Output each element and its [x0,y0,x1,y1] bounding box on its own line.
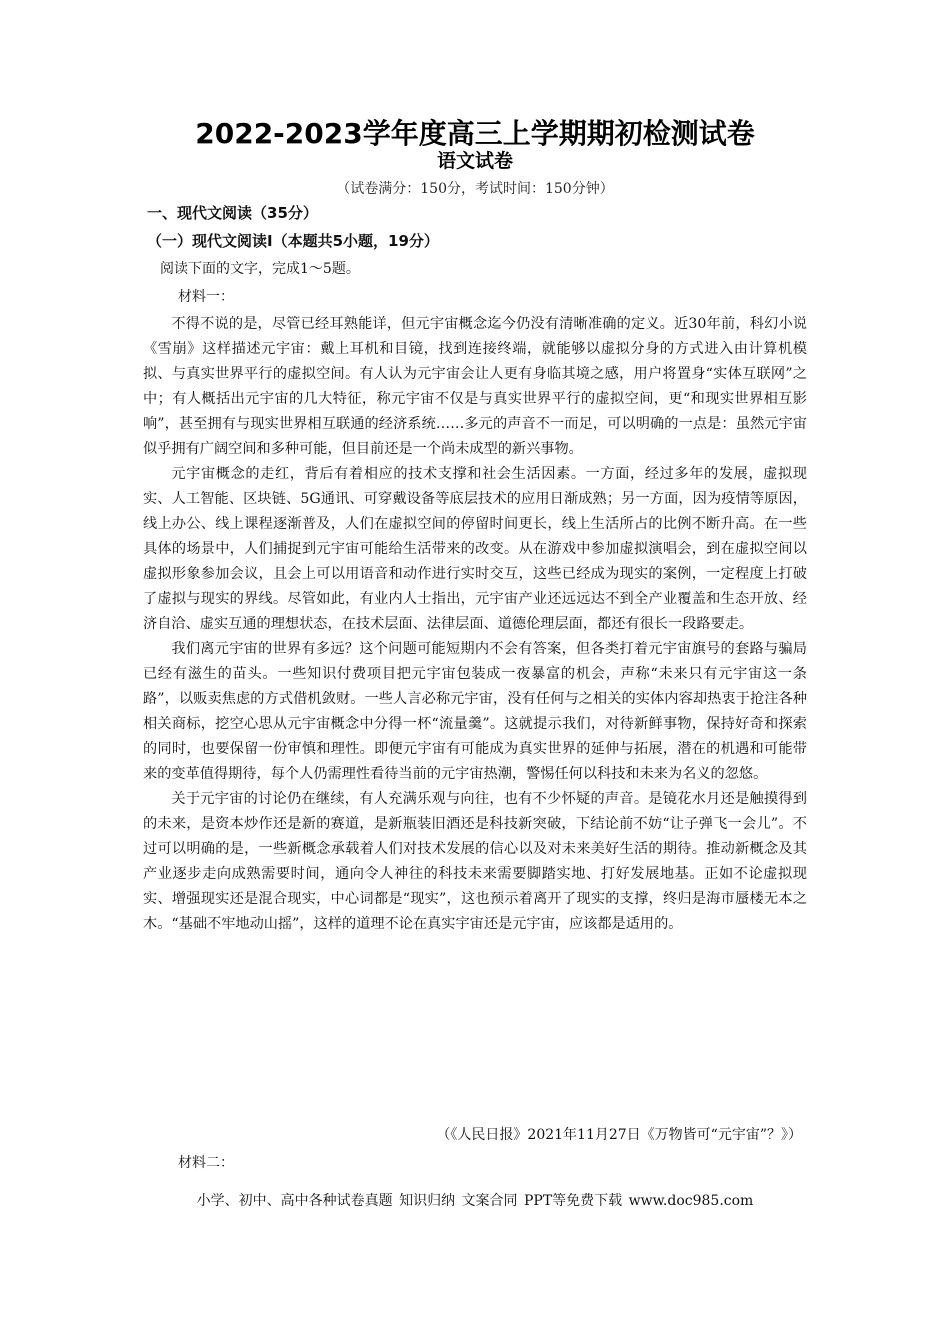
material2-label: 材料二： [178,1155,234,1171]
material1-label: 材料一： [178,289,234,305]
paragraph: 元宇宙概念的走红，背后有着相应的技术支撑和社会生活因素。一方面，经过多年的发展，虚拟现实、人工智能、区块链、5G通讯、可穿戴设备等底层技术的应用日渐成熟；另一方面，因为疫情等原因，线上办公、线上课程逐渐普及，人们在虚拟空间的停留时间更长，线上生活所占的比例不断升高。在一些具体的场景中，人们捕捉到元宇宙可能给生活带来的改变。从在游戏中参加虚拟演唱会，到在虚拟空间以虚拟形象参加会议，且会上可以用语音和动作进行实时交互，这些已经成为现实的案例，一定程度上打破了虚拟与现实的界线。尽管如此，有业内人士指出，元宇宙产业还远远达不到全产业覆盖和生态开放、经济自洽、虚实互通的理想状态，在技术层面、法律层面、道德伦理层面，都还有很长一段路要走。 [143,466,807,632]
article-body [143,312,807,937]
exam-subtitle: 语文试卷 [436,150,513,172]
paragraph: 关于元宇宙的讨论仍在继续，有人充满乐观与向往，也有不少怀疑的声音。是镜花水月还是触摸得到的未来，是资本炒作还是新的赛道，是新瓶装旧酒还是科技新突破，下结论前不妨“让子弹飞一会儿”。不过可以明确的是，一些新概念承载着人们对技术发展的信心以及对未来美好生活的期待。推动新概念及其产业逐步走向成熟需要时间，通向令人神往的科技未来需要脚踏实地、打好发展地基。正如不论虚拟现实、增强现实还是混合现实，中心词都是“现实”，这也预示着离开了现实的支撑，终归是海市蜃楼无本之木。“基础不牢地动山摇”，这样的道理不论在真实宇宙还是元宇宙，应该都是适用的。 [143,791,807,932]
instruction-text: 阅读下面的文字，完成1～5题。 [160,261,360,277]
section-heading: 一、现代文阅读（35分） [147,204,318,222]
paragraph: 不得不说的是，尽管已经耳熟能详，但元宇宙概念迄今仍没有清晰准确的定义。近30年前，科幻小说《雪崩》这样描述元宇宙：戴上耳机和目镜，找到连接终端，就能够以虚拟分身的方式进入由计算机模拟、与真实世界平行的虚拟空间。有人认为元宇宙会让人更有身临其境之感，用户将置身“实体互联网”之中；有人概括出元宇宙的几大特征，称元宇宙不仅是与真实世界平行的虚拟空间，更“和现实世界相互影响”，甚至拥有与现实世界相互联通的经济系统……多元的声音不一而足，可以明确的一点是：虽然元宇宙似乎拥有广阔空间和多种可能，但目前还是一个尚未成型的新兴事物。 [143,316,807,457]
paragraph: 我们离元宇宙的世界有多远？这个问题可能短期内不会有答案，但各类打着元宇宙旗号的套路与骗局已经有滋生的苗头。一些知识付费项目把元宇宙包装成一夜暴富的机会，声称“未来只有元宇宙这一条路”，以贩卖焦虑的方式借机敛财。一些人言必称元宇宙，没有任何与之相关的实体内容却热衷于抢注各种相关商标，挖空心思从元宇宙概念中分得一杯“流量羹”。这就提示我们，对待新鲜事物，保持好奇和探索的同时，也要保留一份审慎和理性。即便元宇宙有可能成为真实世界的延伸与拓展，潜在的机遇和可能带来的变革值得期待，每个人仍需理性看待当前的元宇宙热潮，警惕任何以科技和未来为名义的忽悠。 [143,641,807,782]
exam-title: 2022-2023学年度高三上学期期初检测试卷 [195,117,755,150]
footer-text: 小学、初中、高中各种试卷真题 知识归纳 文案合同 PPT等免费下载 www.doc985.com [196,1193,754,1209]
exam-note: （试卷满分：150分，考试时间：150分钟） [336,181,614,197]
section-subheading: （一）现代文阅读Ⅰ（本题共5小题，19分） [147,232,439,250]
source-citation: （《人民日报》2021年11月27日《万物皆可“元宇宙”？》） [436,1127,802,1143]
